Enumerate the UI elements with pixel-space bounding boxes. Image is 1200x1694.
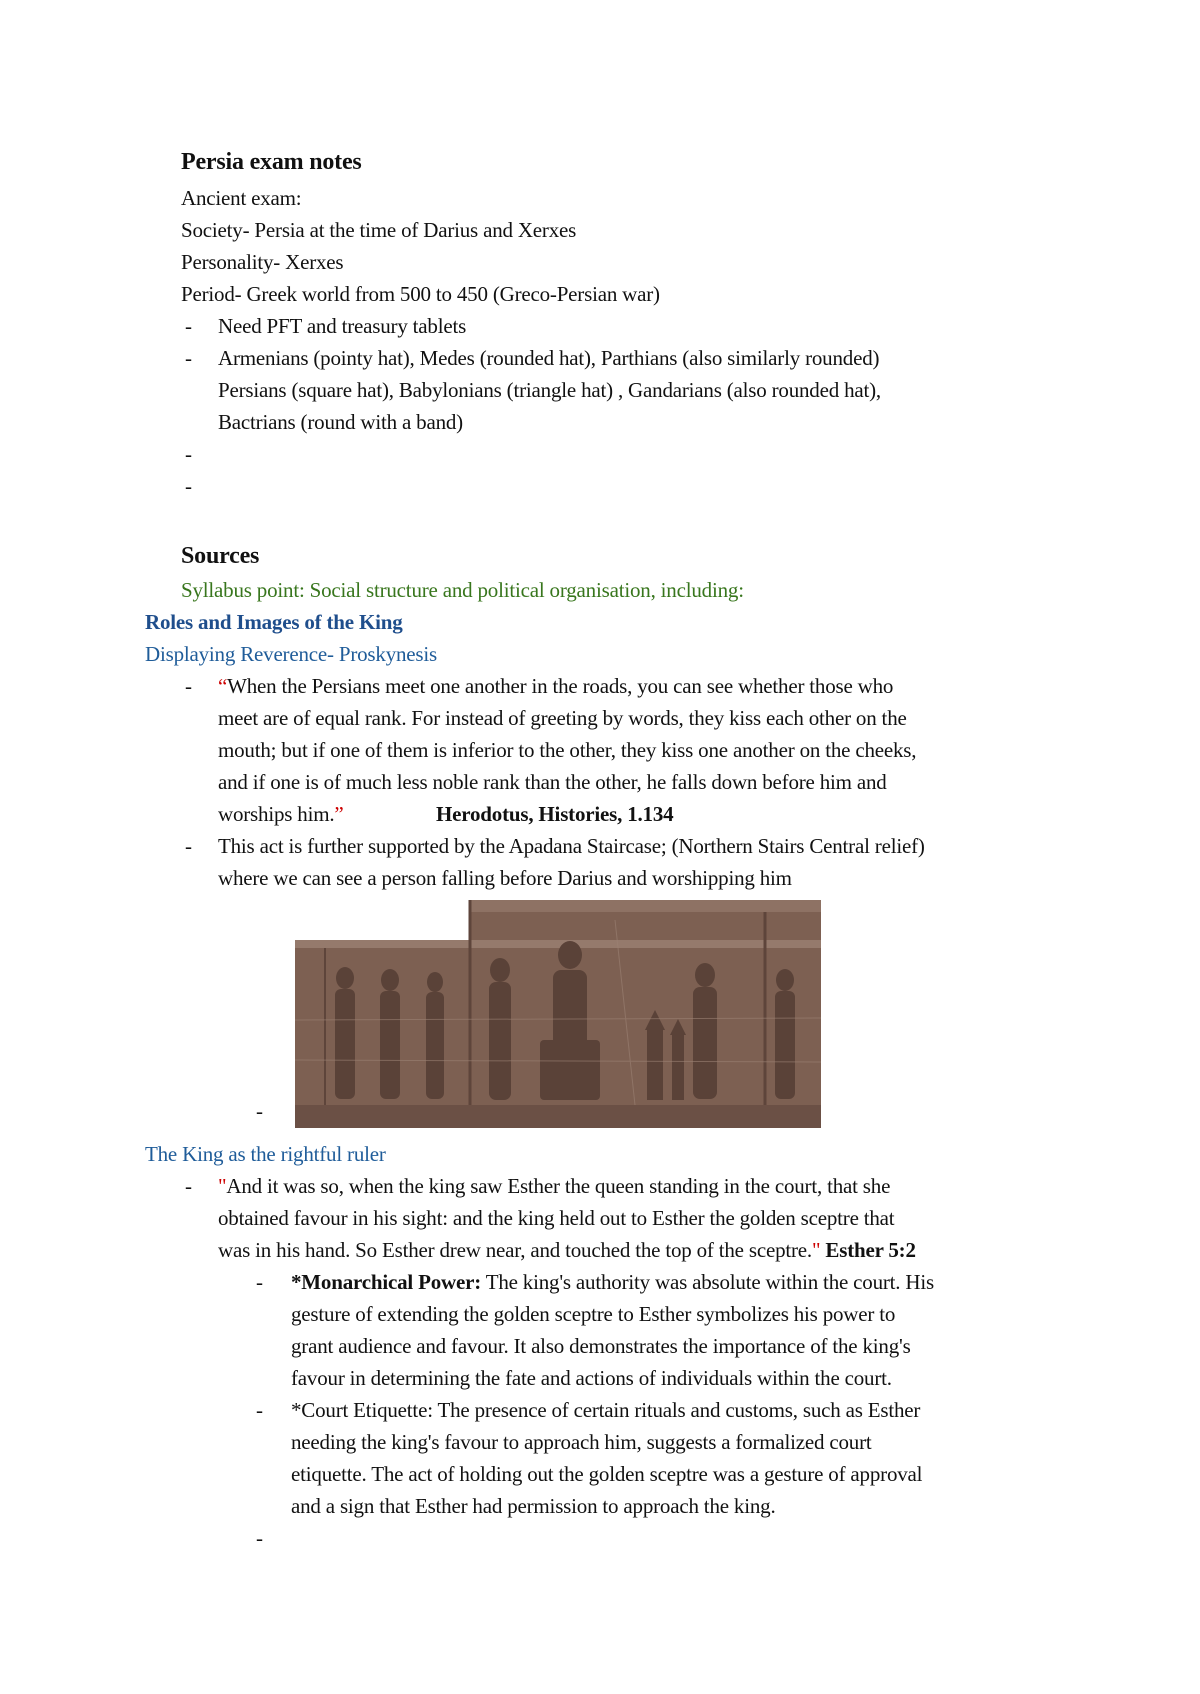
- relief-illustration: [295, 900, 821, 1128]
- etiquette-text: and a sign that Esther had permission to approach the king.: [291, 1494, 776, 1518]
- text-line: Ancient exam:: [181, 186, 302, 210]
- bullet-dash: -: [185, 314, 192, 338]
- bullet-dash: -: [256, 1398, 263, 1422]
- section-title-sources: Sources: [181, 543, 260, 569]
- bullet-text: where we can see a person falling before Darius and worshipping him: [218, 866, 792, 890]
- citation-esther: Esther 5:2: [825, 1238, 916, 1262]
- heading-roles-of-king: Roles and Images of the King: [145, 610, 403, 634]
- bullet-text: Persians (square hat), Babylonians (triangle hat) , Gandarians (also rounded hat),: [218, 378, 881, 402]
- bullet-dash: -: [185, 674, 192, 698]
- page-title: Persia exam notes: [181, 149, 362, 175]
- quote-line: mouth; but if one of them is inferior to the other, they kiss one another on the cheeks,: [218, 738, 917, 762]
- open-quote: “: [218, 674, 228, 698]
- bullet-text: This act is further supported by the Apadana Staircase; (Northern Stairs Central relief): [218, 834, 925, 858]
- quote-line: was in his hand. So Esther drew near, and touched the top of the sceptre." Esther 5:2: [218, 1238, 916, 1262]
- bullet-dash: -: [185, 474, 192, 498]
- monarchical-text: gesture of extending the golden sceptre to Esther symbolizes his power to: [291, 1302, 896, 1326]
- bullet-dash: -: [185, 346, 192, 370]
- monarchical-text: grant audience and favour. It also demonstrates the importance of the king's: [291, 1334, 911, 1358]
- bullet-dash: -: [256, 1099, 263, 1123]
- bullet-dash: -: [185, 1174, 192, 1198]
- etiquette-text: needing the king's favour to approach him, suggests a formalized court: [291, 1430, 872, 1454]
- quote-line: obtained favour in his sight: and the king held out to Esther the golden sceptre that: [218, 1206, 895, 1230]
- quote-line: “When the Persians meet one another in the roads, you can see whether those who: [218, 674, 894, 698]
- quote-line: "And it was so, when the king saw Esther the queen standing in the court, that she: [218, 1174, 891, 1198]
- apadana-relief-image: [295, 900, 821, 1128]
- quote-line: meet are of equal rank. For instead of greeting by words, they kiss each other on the: [218, 706, 907, 730]
- bullet-dash: -: [256, 1270, 263, 1294]
- bullet-text: Bactrians (round with a band): [218, 410, 463, 434]
- bullet-text: Armenians (pointy hat), Medes (rounded hat), Parthians (also similarly rounded): [218, 346, 880, 370]
- close-quote: ": [811, 1238, 821, 1262]
- quote-line: worships him.”: [218, 802, 344, 826]
- quote-line: and if one is of much less noble rank than the other, he falls down before him and: [218, 770, 887, 794]
- bullet-dash: -: [185, 442, 192, 466]
- close-quote: ”: [334, 802, 344, 826]
- subheading-proskynesis: Displaying Reverence- Proskynesis: [145, 642, 438, 666]
- subheading-rightful-ruler: The King as the rightful ruler: [145, 1142, 386, 1166]
- syllabus-point: Syllabus point: Social structure and political organisation, including:: [181, 578, 744, 602]
- citation-herodotus: Herodotus, Histories, 1.134: [436, 802, 674, 826]
- monarchical-text: favour in determining the fate and actions of individuals within the court.: [291, 1366, 892, 1390]
- bullet-text: Need PFT and treasury tablets: [218, 314, 467, 338]
- text-line: Personality- Xerxes: [181, 250, 344, 274]
- etiquette-text: etiquette. The act of holding out the golden sceptre was a gesture of approval: [291, 1462, 923, 1486]
- bullet-dash: -: [185, 834, 192, 858]
- open-quote: ": [218, 1174, 227, 1198]
- bullet-dash: -: [256, 1526, 263, 1550]
- monarchical-label: *Monarchical Power:: [291, 1270, 482, 1294]
- etiquette-text: *Court Etiquette: The presence of certain rituals and customs, such as Esther: [291, 1398, 921, 1422]
- text-line: Society- Persia at the time of Darius and Xerxes: [181, 218, 577, 242]
- text-line: Period- Greek world from 500 to 450 (Greco-Persian war): [181, 282, 660, 306]
- monarchical-power-line: *Monarchical Power: The king's authority was absolute within the court. His: [291, 1270, 934, 1294]
